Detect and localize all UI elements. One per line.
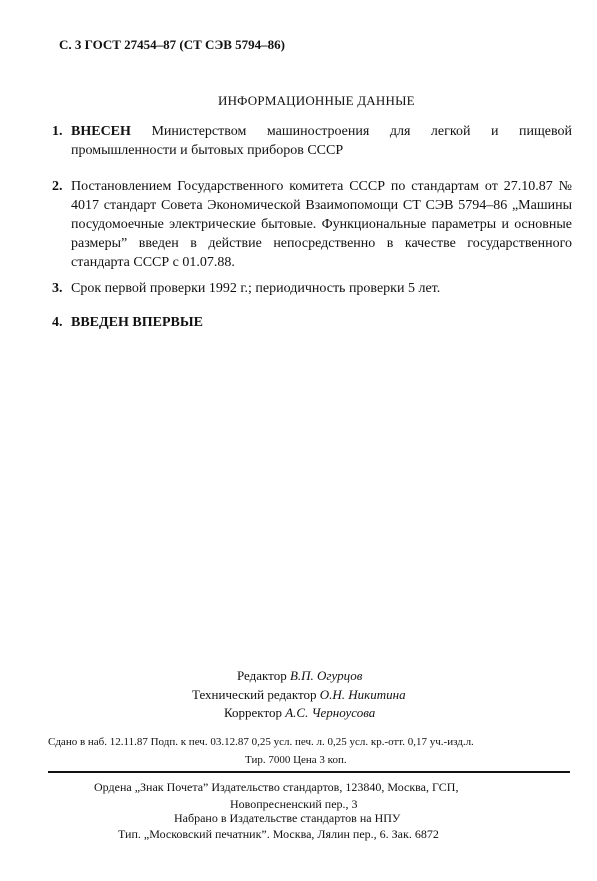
item-number: 3. bbox=[52, 281, 63, 296]
item-text: ВНЕСЕН Министерством машиностроения для легкой и пищевой промышленности и бытовых приборов СССР bbox=[71, 124, 572, 158]
divider bbox=[48, 771, 570, 773]
item-text: Постановлением Государственного комитета СССР по стандартам от 27.10.87 № 4017 стандарт Совета Экономической Взаимопомощи СТ СЭВ 5794–86 „Машины посудомоечные электрические бытовые. Функциональные параметры и основные размеры” введен в действие непосредственно в качестве государственного стандарта СССР с 01.07.88. bbox=[71, 179, 572, 270]
imprint-line: Сдано в наб. 12.11.87 Подп. к печ. 03.12.87 0,25 усл. печ. л. 0,25 усл. кр.-отт. 0,17 уч.-изд.л. bbox=[48, 736, 474, 748]
publisher-line: Набрано в Издательстве стандартов на НПУ bbox=[174, 811, 401, 825]
list-item bbox=[52, 177, 572, 272]
item-lead: ВНЕСЕН bbox=[71, 124, 131, 139]
item-text: ВВЕДЕН ВПЕРВЫЕ bbox=[71, 315, 203, 330]
page-header: С. 3 ГОСТ 27454–87 (СТ СЭВ 5794–86) bbox=[59, 37, 286, 52]
list-item bbox=[52, 279, 572, 298]
section-title: ИНФОРМАЦИОННЫЕ ДАННЫЕ bbox=[218, 93, 415, 108]
item-number: 2. bbox=[52, 179, 63, 194]
credit-technical-editor: Технический редактор О.Н. Никитина bbox=[192, 687, 406, 702]
list-item bbox=[52, 122, 572, 160]
item-number: 4. bbox=[52, 315, 63, 330]
item-number: 1. bbox=[52, 124, 63, 139]
imprint-line: Тир. 7000 Цена 3 коп. bbox=[245, 754, 347, 766]
publisher-line: Тип. „Московский печатник”. Москва, Лялин пер., 6. Зак. 6872 bbox=[118, 827, 439, 841]
item-text: Срок первой проверки 1992 г.; периодичность проверки 5 лет. bbox=[71, 281, 441, 296]
credit-editor: Редактор В.П. Огурцов bbox=[237, 668, 363, 683]
list-item bbox=[52, 313, 572, 332]
publisher-line: Ордена „Знак Почета” Издательство стандартов, 123840, Москва, ГСП, bbox=[94, 780, 459, 794]
publisher-line: Новопресненский пер., 3 bbox=[230, 797, 358, 811]
credit-proofreader: Корректор А.С. Черноусова bbox=[224, 705, 376, 720]
